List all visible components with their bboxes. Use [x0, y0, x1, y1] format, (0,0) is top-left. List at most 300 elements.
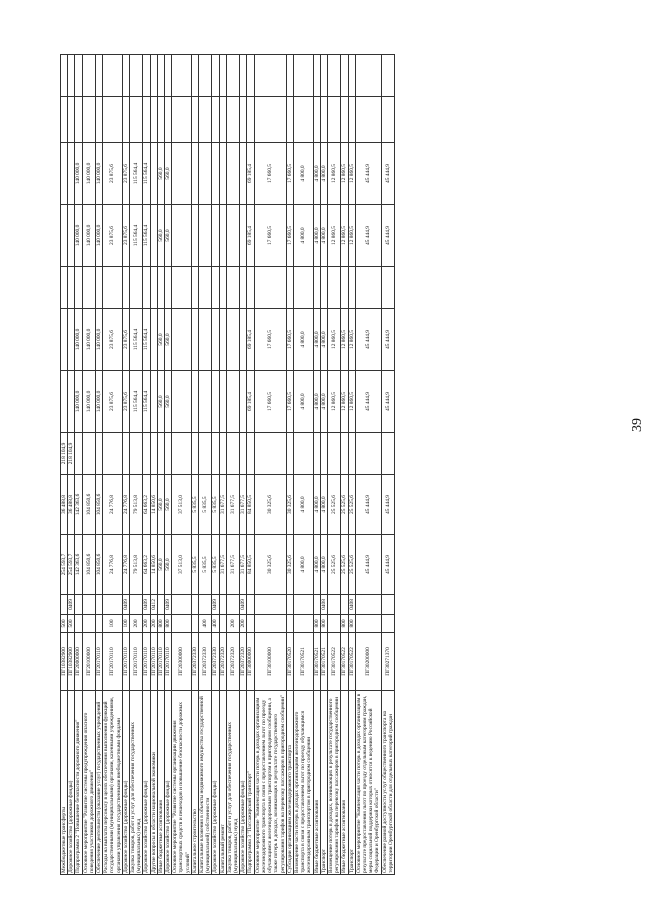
value-cell: 254 593,7	[61, 535, 68, 595]
value-cell	[199, 143, 212, 205]
value-cell	[75, 433, 82, 475]
value-cell: 115 564,4	[143, 309, 150, 371]
value-cell: 37 513,0	[172, 535, 192, 595]
value-cell: 14 850,6	[150, 475, 157, 535]
value-cell: 17 660,5	[254, 309, 286, 371]
value-cell: 142 363,6	[75, 535, 82, 595]
value-cell: 31 677,5	[226, 475, 239, 535]
value-cell: ПГ20372320	[240, 633, 247, 691]
value-cell	[212, 55, 219, 97]
value-cell: 17 660,5	[286, 143, 293, 205]
value-cell: 0409	[212, 595, 219, 615]
value-cell	[75, 97, 82, 143]
value-cell: 4 800,0	[293, 475, 313, 535]
value-cell	[157, 97, 164, 143]
value-cell: 560,0	[157, 475, 164, 535]
value-cell	[247, 433, 254, 475]
value-cell	[96, 615, 103, 633]
value-cell	[355, 55, 381, 97]
value-cell	[226, 433, 239, 475]
table-row	[82, 55, 95, 875]
value-cell	[191, 433, 198, 475]
value-cell	[172, 595, 192, 615]
value-cell	[61, 55, 68, 97]
value-cell	[191, 205, 198, 267]
value-cell	[327, 615, 340, 633]
value-cell: 104 850,6	[96, 535, 103, 595]
value-cell	[75, 267, 82, 309]
value-cell	[157, 55, 164, 97]
value-cell	[122, 97, 129, 143]
value-cell	[247, 595, 254, 615]
row-label-cell: Обеспечение деятельности (оказание услуг) государственных учреждений	[96, 691, 103, 875]
value-cell: 115 564,4	[143, 143, 150, 205]
value-cell: 4 800,0	[313, 143, 320, 205]
value-cell: 200	[143, 615, 150, 633]
value-cell: 69 185,4	[247, 371, 254, 433]
value-cell	[191, 371, 198, 433]
value-cell: 84 850,5	[247, 535, 254, 595]
value-cell	[68, 309, 75, 371]
value-cell: 560,0	[165, 371, 172, 433]
value-cell: 800	[341, 615, 348, 633]
value-cell: 0409	[165, 595, 172, 615]
value-cell	[103, 267, 123, 309]
value-cell: 4 800,0	[313, 309, 320, 371]
row-label-cell: Иные бюджетные ассигнования	[313, 691, 320, 875]
value-cell: 24 776,8	[122, 475, 129, 535]
value-cell: 25 525,6	[341, 535, 348, 595]
value-cell: 4 800,0	[313, 535, 320, 595]
value-cell	[172, 615, 192, 633]
value-cell: 4 800,0	[320, 475, 327, 535]
value-cell: 17 660,5	[286, 371, 293, 433]
table-row	[240, 55, 247, 875]
row-label-cell: Транспорт	[320, 691, 327, 875]
value-cell	[219, 205, 226, 267]
row-label-cell: Подпрограмма 2 "Повышение безопасности дорожного движения"	[75, 691, 82, 875]
value-cell	[286, 97, 293, 143]
value-cell	[103, 433, 123, 475]
value-cell: 79 513,8	[130, 475, 143, 535]
value-cell	[313, 97, 320, 143]
row-label-cell: Дорожное хозяйство (дорожные фонды)	[165, 691, 172, 875]
table-row	[226, 55, 239, 875]
value-cell	[199, 433, 212, 475]
value-cell: 23 875,6	[122, 205, 129, 267]
value-cell: ПГ20000000	[75, 633, 82, 691]
value-cell: 560,0	[165, 475, 172, 535]
table-row	[247, 55, 254, 875]
value-cell	[286, 55, 293, 97]
value-cell	[172, 205, 192, 267]
table-row	[61, 55, 68, 875]
value-cell: 4 800,0	[293, 535, 313, 595]
value-cell	[219, 143, 226, 205]
value-cell	[172, 309, 192, 371]
value-cell: 0409	[122, 595, 129, 615]
value-cell	[82, 433, 95, 475]
value-cell	[219, 97, 226, 143]
value-cell: 0408	[348, 595, 355, 615]
value-cell: 23 875,6	[122, 143, 129, 205]
value-cell: ПГ20170110	[165, 633, 172, 691]
value-cell: 17 660,5	[254, 205, 286, 267]
value-cell	[286, 615, 293, 633]
value-cell	[286, 267, 293, 309]
value-cell: ПГ20372320	[226, 633, 239, 691]
value-cell: ПГ30271370	[381, 633, 394, 691]
value-cell	[327, 267, 340, 309]
value-cell	[313, 55, 320, 97]
value-cell: 0409	[240, 595, 247, 615]
value-cell: 115 564,4	[130, 371, 143, 433]
value-cell	[313, 267, 320, 309]
value-cell: 560,0	[165, 535, 172, 595]
value-cell: ПГ20170110	[103, 633, 123, 691]
table-row	[293, 55, 313, 875]
value-cell	[219, 55, 226, 97]
value-cell: 500	[61, 615, 68, 633]
value-cell	[150, 205, 157, 267]
value-cell	[381, 595, 394, 615]
value-cell	[199, 205, 212, 267]
table-row	[172, 55, 192, 875]
value-cell	[219, 267, 226, 309]
value-cell: 200	[240, 615, 247, 633]
row-label-cell: Закупка товаров, работ и услуг для обеспечения государственных (муниципальных) нужд	[226, 691, 239, 875]
value-cell	[96, 55, 103, 97]
value-cell	[122, 55, 129, 97]
value-cell	[219, 309, 226, 371]
value-cell	[226, 595, 239, 615]
value-cell	[327, 97, 340, 143]
value-cell	[212, 143, 219, 205]
value-cell: 500	[68, 615, 75, 633]
value-cell	[199, 55, 212, 97]
value-cell	[381, 55, 394, 97]
value-cell	[172, 267, 192, 309]
row-label-cell: Межбюджетные трансферты	[61, 691, 68, 875]
value-cell: ПГ20372330	[212, 633, 219, 691]
value-cell	[381, 433, 394, 475]
value-cell	[150, 97, 157, 143]
row-label-cell: Транспорт	[348, 691, 355, 875]
budget-table	[60, 54, 395, 875]
value-cell	[96, 595, 103, 615]
value-cell: ПГ30100000	[254, 633, 286, 691]
value-cell: 45 444,9	[381, 143, 394, 205]
value-cell	[327, 55, 340, 97]
value-cell	[82, 55, 95, 97]
value-cell: 45 444,9	[381, 205, 394, 267]
value-cell	[122, 267, 129, 309]
value-cell: 25 525,6	[341, 475, 348, 535]
value-cell	[191, 55, 198, 97]
value-cell: 560,0	[157, 143, 164, 205]
value-cell	[172, 433, 192, 475]
table-row	[68, 55, 75, 875]
value-cell: 36 488,8	[61, 475, 68, 535]
value-cell: 17 660,5	[286, 205, 293, 267]
value-cell: 12 860,5	[341, 143, 348, 205]
value-cell	[75, 615, 82, 633]
value-cell	[130, 267, 143, 309]
value-cell: 104 850,6	[82, 535, 95, 595]
value-cell	[355, 595, 381, 615]
table-row	[355, 55, 381, 875]
row-label-cell: Возмещение потерь в доходах, возникающих в результате государственного регулирования тарифов на перевозку пассажиров в пригородном сообщении	[327, 691, 340, 875]
value-cell: 23 875,6	[122, 309, 129, 371]
value-cell	[254, 595, 286, 615]
value-cell: 560,0	[157, 205, 164, 267]
value-cell	[247, 267, 254, 309]
value-cell: 30 325,6	[254, 475, 286, 535]
value-cell	[219, 433, 226, 475]
row-label-cell: Капитальный ремонт	[219, 691, 226, 875]
value-cell	[96, 433, 103, 475]
value-cell	[254, 615, 286, 633]
value-cell	[381, 267, 394, 309]
value-cell	[219, 595, 226, 615]
value-cell	[240, 267, 247, 309]
value-cell: 200	[226, 615, 239, 633]
value-cell: 36 488,8	[68, 475, 75, 535]
value-cell	[293, 595, 313, 615]
value-cell	[150, 267, 157, 309]
value-cell	[381, 97, 394, 143]
value-cell	[381, 615, 394, 633]
value-cell: ПГ10382900	[68, 633, 75, 691]
value-cell	[240, 97, 247, 143]
value-cell	[226, 97, 239, 143]
value-cell: 140 000,0	[82, 205, 95, 267]
value-cell: 79 513,8	[130, 535, 143, 595]
value-cell: 12 860,5	[348, 143, 355, 205]
value-cell: 115 564,4	[130, 309, 143, 371]
value-cell: ПГ30000000	[247, 633, 254, 691]
value-cell: ПГ20372330	[199, 633, 212, 691]
value-cell	[348, 433, 355, 475]
value-cell: 12 860,5	[327, 143, 340, 205]
value-cell: 140 000,0	[82, 309, 95, 371]
value-cell	[165, 97, 172, 143]
value-cell: 5 835,5	[199, 475, 212, 535]
value-cell	[68, 371, 75, 433]
value-cell: 100	[122, 615, 129, 633]
table-row	[341, 55, 348, 875]
value-cell	[103, 55, 123, 97]
value-cell: 4 800,0	[293, 309, 313, 371]
value-cell: ПГ20100000	[82, 633, 95, 691]
value-cell	[226, 205, 239, 267]
value-cell	[355, 433, 381, 475]
value-cell: 5 835,5	[199, 535, 212, 595]
value-cell: 140 000,0	[96, 371, 103, 433]
value-cell	[293, 615, 313, 633]
value-cell	[341, 595, 348, 615]
value-cell	[122, 433, 129, 475]
table-row	[150, 55, 157, 875]
value-cell: ПГ20300000	[172, 633, 192, 691]
table-row	[381, 55, 394, 875]
value-cell	[341, 433, 348, 475]
value-cell: 140 000,0	[75, 205, 82, 267]
value-cell: 24 776,8	[122, 535, 129, 595]
value-cell: 64 663,2	[143, 475, 150, 535]
value-cell: 45 444,9	[355, 475, 381, 535]
value-cell	[103, 595, 123, 615]
value-cell	[165, 433, 172, 475]
value-cell	[226, 267, 239, 309]
value-cell: 69 185,4	[247, 205, 254, 267]
value-cell	[327, 433, 340, 475]
value-cell	[150, 309, 157, 371]
value-cell	[130, 97, 143, 143]
value-cell: 12 860,5	[327, 309, 340, 371]
table-row	[254, 55, 286, 875]
value-cell	[219, 371, 226, 433]
table-row	[122, 55, 129, 875]
value-cell: 400	[212, 615, 219, 633]
value-cell	[212, 371, 219, 433]
value-cell	[143, 55, 150, 97]
value-cell	[212, 97, 219, 143]
value-cell	[293, 267, 313, 309]
value-cell: 31 677,5	[226, 535, 239, 595]
value-cell: 560,0	[165, 143, 172, 205]
value-cell	[226, 55, 239, 97]
value-cell: 45 444,9	[381, 371, 394, 433]
row-label-cell: Основное мероприятие "Компенсация части потерь в доходах организациям в результате предоставления льгот по проезду отдельным категориям граждан, меры социальной поддержки которых относятся к ведению Российской Федерации и Оренбургской области"	[355, 691, 381, 875]
value-cell: 104 850,6	[96, 475, 103, 535]
value-cell: 31 677,5	[219, 535, 226, 595]
value-cell	[191, 595, 198, 615]
value-cell: 4 800,0	[313, 371, 320, 433]
value-cell: 23 875,6	[103, 371, 123, 433]
value-cell: ПГ30170522	[327, 633, 340, 691]
table-row	[313, 55, 320, 875]
value-cell	[68, 97, 75, 143]
value-cell: ПГ20170110	[96, 633, 103, 691]
value-cell	[247, 97, 254, 143]
value-cell	[61, 267, 68, 309]
value-cell	[348, 97, 355, 143]
row-label-cell: Капитальное строительство	[191, 691, 198, 875]
value-cell: 140 000,0	[96, 309, 103, 371]
value-cell	[240, 205, 247, 267]
value-cell: 800	[165, 615, 172, 633]
value-cell	[75, 55, 82, 97]
value-cell: ПГ20372330	[191, 633, 198, 691]
value-cell: ПГ30200000	[355, 633, 381, 691]
value-cell	[150, 371, 157, 433]
value-cell	[130, 595, 143, 615]
value-cell: 0408	[320, 595, 327, 615]
value-cell: 12 860,5	[348, 205, 355, 267]
value-cell	[254, 97, 286, 143]
value-cell: 4 800,0	[293, 205, 313, 267]
value-cell: 5 835,5	[191, 535, 198, 595]
value-cell	[191, 267, 198, 309]
value-cell: 69 185,4	[247, 143, 254, 205]
value-cell: 140 000,0	[75, 371, 82, 433]
value-cell: 17 660,5	[254, 143, 286, 205]
value-cell	[219, 615, 226, 633]
value-cell: ПГ30170522	[341, 633, 348, 691]
value-cell	[199, 309, 212, 371]
value-cell: 142 363,6	[75, 475, 82, 535]
value-cell: 5 835,5	[191, 475, 198, 535]
row-label-cell: Дорожное хозяйство (дорожные фонды)	[143, 691, 150, 875]
value-cell	[172, 97, 192, 143]
value-cell: 24 776,8	[103, 475, 123, 535]
value-cell: 115 564,4	[130, 143, 143, 205]
value-cell	[61, 309, 68, 371]
value-cell: 104 850,6	[82, 475, 95, 535]
value-cell: 45 444,9	[355, 535, 381, 595]
value-cell: 560,0	[165, 309, 172, 371]
value-cell: 25 525,6	[348, 535, 355, 595]
value-cell: ПГ20170110	[157, 633, 164, 691]
value-cell: 140 000,0	[96, 143, 103, 205]
value-cell: 45 444,9	[381, 475, 394, 535]
value-cell	[150, 433, 157, 475]
value-cell	[191, 97, 198, 143]
row-label-cell: Дорожное хозяйство (дорожные фонды)	[68, 691, 75, 875]
value-cell	[240, 371, 247, 433]
value-cell: ПГ30170521	[320, 633, 327, 691]
value-cell	[61, 371, 68, 433]
value-cell	[82, 595, 95, 615]
value-cell: 45 444,9	[381, 535, 394, 595]
value-cell	[226, 143, 239, 205]
value-cell	[103, 97, 123, 143]
value-cell	[327, 595, 340, 615]
value-cell: 4 800,0	[320, 535, 327, 595]
row-label-cell: Основное мероприятие "Развитие системы предупреждения опасного поведения участников дорожного движения"	[82, 691, 95, 875]
value-cell	[320, 267, 327, 309]
table-row	[219, 55, 226, 875]
value-cell: 800	[348, 615, 355, 633]
table-row	[96, 55, 103, 875]
value-cell: 45 444,9	[381, 309, 394, 371]
table-row	[143, 55, 150, 875]
value-cell	[286, 433, 293, 475]
value-cell	[341, 97, 348, 143]
value-cell: 31 677,5	[240, 535, 247, 595]
value-cell: 140 000,0	[96, 205, 103, 267]
value-cell	[130, 55, 143, 97]
value-cell: 12 860,5	[341, 371, 348, 433]
value-cell	[226, 371, 239, 433]
value-cell	[226, 309, 239, 371]
rotated-page-content	[60, 55, 600, 875]
table-row	[191, 55, 198, 875]
value-cell	[82, 267, 95, 309]
value-cell: 23 875,6	[122, 371, 129, 433]
value-cell	[212, 267, 219, 309]
value-cell: 45 444,9	[355, 309, 381, 371]
table-row	[199, 55, 212, 875]
value-cell: 140 000,0	[82, 143, 95, 205]
value-cell	[240, 433, 247, 475]
value-cell: 64 663,2	[143, 535, 150, 595]
value-cell	[157, 433, 164, 475]
value-cell: 24 776,8	[103, 535, 123, 595]
value-cell: 218 104,9	[68, 433, 75, 475]
value-cell	[172, 55, 192, 97]
